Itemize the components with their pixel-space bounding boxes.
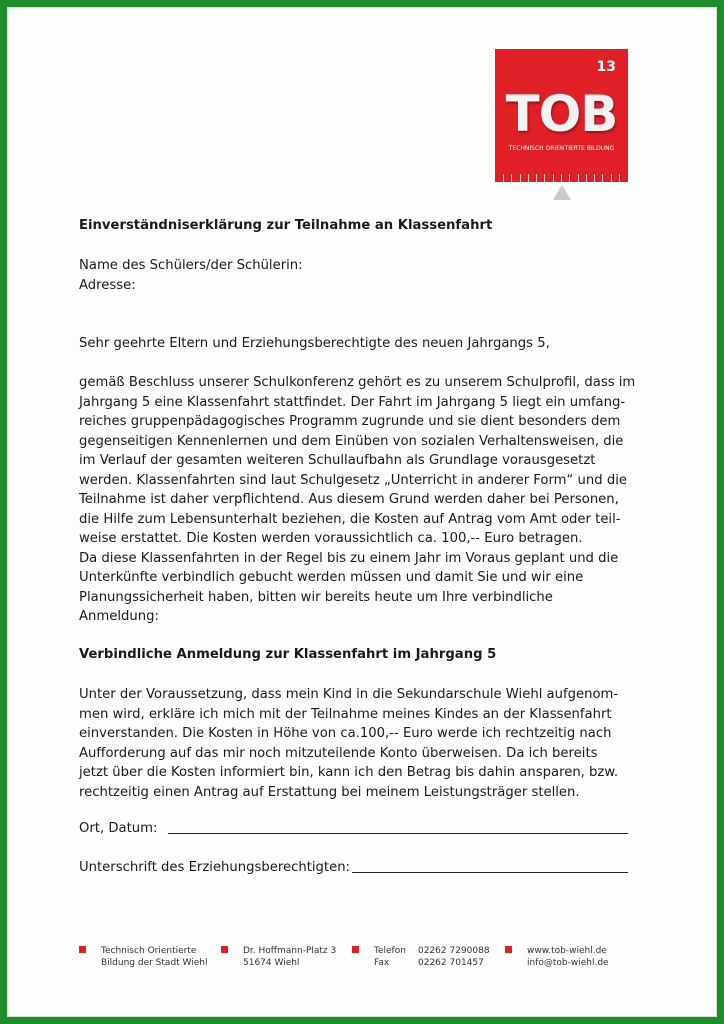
- bullet-square-icon: [505, 946, 512, 953]
- logo-pointer-icon: [553, 185, 571, 200]
- footer-line: Dr. Hoffmann-Platz 3: [243, 946, 337, 956]
- address-label: Adresse:: [79, 278, 136, 293]
- footer-line: 02262 7290088: [418, 946, 490, 956]
- bullet-square-icon: [221, 946, 228, 953]
- footer-website-link[interactable]: www.tob-wiehl.de: [527, 946, 607, 956]
- paragraph-line: reiches gruppenpädagogisches Programm zugrunde und sie dient besonders dem: [79, 414, 621, 429]
- footer-line: Fax: [374, 958, 390, 968]
- paragraph-line: Aufforderung auf das mir noch mitzuteilende Konto überweisen. Da ich bereits: [79, 745, 598, 761]
- footer-phone: [374, 945, 406, 969]
- footer-line: Telefon: [374, 946, 406, 956]
- section-title: Verbindliche Anmeldung zur Klassenfahrt im Jahrgang 5: [79, 647, 497, 662]
- footer-web: [527, 945, 609, 969]
- document-title: Einverständniserklärung zur Teilnahme an Klassenfahrt: [79, 218, 493, 233]
- salutation: Sehr geehrte Eltern und Erziehungsberechtigte des neuen Jahrgangs 5,: [79, 336, 550, 351]
- paragraph-line: Unter der Voraussetzung, dass mein Kind in die Sekundarschule Wiehl aufgenom-: [79, 687, 619, 702]
- paragraph-line: Da diese Klassenfahrten in der Regel bis zu einem Jahr im Voraus geplant und die: [79, 550, 619, 566]
- paragraph-line: Anmeldung:: [79, 609, 159, 624]
- tob-logo: [495, 49, 628, 182]
- paragraph-line: Planungssicherheit haben, bitten wir bereits heute um Ihre verbindliche: [79, 589, 553, 605]
- footer-line: Technisch Orientierte: [101, 946, 197, 956]
- paragraph-info: [79, 373, 639, 627]
- logo-number: 13: [596, 59, 616, 75]
- footer-line: 51674 Wiehl: [243, 958, 300, 968]
- paragraph-line: im Verlauf der gesamten weiteren Schullaufbahn als Grundlage vorausgesetzt: [79, 453, 596, 468]
- bullet-square-icon: [79, 946, 86, 953]
- place-date-field[interactable]: [168, 833, 628, 834]
- bullet-square-icon: [352, 946, 359, 953]
- paragraph-line: jetzt über die Kosten informiert bin, kann ich den Betrag bis dahin ansparen, bzw.: [79, 765, 619, 780]
- paragraph-consent: [79, 685, 639, 802]
- logo-name: TOB: [505, 85, 618, 143]
- paragraph-line: gemäß Beschluss unserer Schulkonferenz gehört es zu unserem Schulprofil, dass im: [79, 375, 636, 390]
- footer-line: 02262 701457: [418, 958, 484, 968]
- footer-line: Bildung der Stadt Wiehl: [101, 958, 208, 968]
- paragraph-line: gegenseitigen Kennenlernen und dem Einüben von sozialen Verhaltensweisen, die: [79, 433, 624, 449]
- signature-label: Unterschrift des Erziehungsberechtigten:: [79, 860, 351, 875]
- paragraph-line: einverstanden. Die Kosten in Höhe von ca.100,-- Euro werde ich rechtzeitig nach: [79, 726, 612, 741]
- paragraph-line: weise erstattet. Die Kosten werden voraussichtlich ca. 100,-- Euro betragen.: [79, 531, 583, 546]
- student-name-label: Name des Schülers/der Schülerin:: [79, 258, 303, 273]
- paragraph-line: Teilnahme ist daher verpflichtend. Aus diesem Grund werden daher bei Personen,: [79, 492, 619, 507]
- paragraph-line: werden. Klassenfahrten sind laut Schulgesetz „Unterricht in anderer Form“ und die: [79, 472, 627, 488]
- logo-ruler-ticks: [503, 174, 620, 182]
- paragraph-line: rechtzeitig einen Antrag auf Erstattung bei meinem Leistungsträger stellen.: [79, 784, 580, 800]
- place-date-label: Ort, Datum:: [79, 821, 158, 836]
- footer-address: [243, 945, 336, 969]
- paragraph-line: Jahrgang 5 eine Klassenfahrt stattfindet. Der Fahrt im Jahrgang 5 liegt ein umfang-: [79, 394, 626, 410]
- logo-subtitle: TECHNISCH ORIENTIERTE BILDUNG: [508, 145, 615, 152]
- footer-phone-numbers: [418, 945, 490, 969]
- signature-field[interactable]: [352, 872, 628, 873]
- paragraph-line: Unterkünfte verbindlich gebucht werden müssen und damit Sie und wir eine: [79, 570, 584, 585]
- paragraph-line: men wird, erkläre ich mich mit der Teilnahme meines Kindes an der Klassenfahrt: [79, 706, 612, 722]
- footer-email-link[interactable]: info@tob-wiehl.de: [527, 958, 609, 968]
- footer-organization: [101, 945, 207, 969]
- paragraph-line: die Hilfe zum Lebensunterhalt beziehen, die Kosten auf Antrag vom Amt oder teil-: [79, 511, 621, 527]
